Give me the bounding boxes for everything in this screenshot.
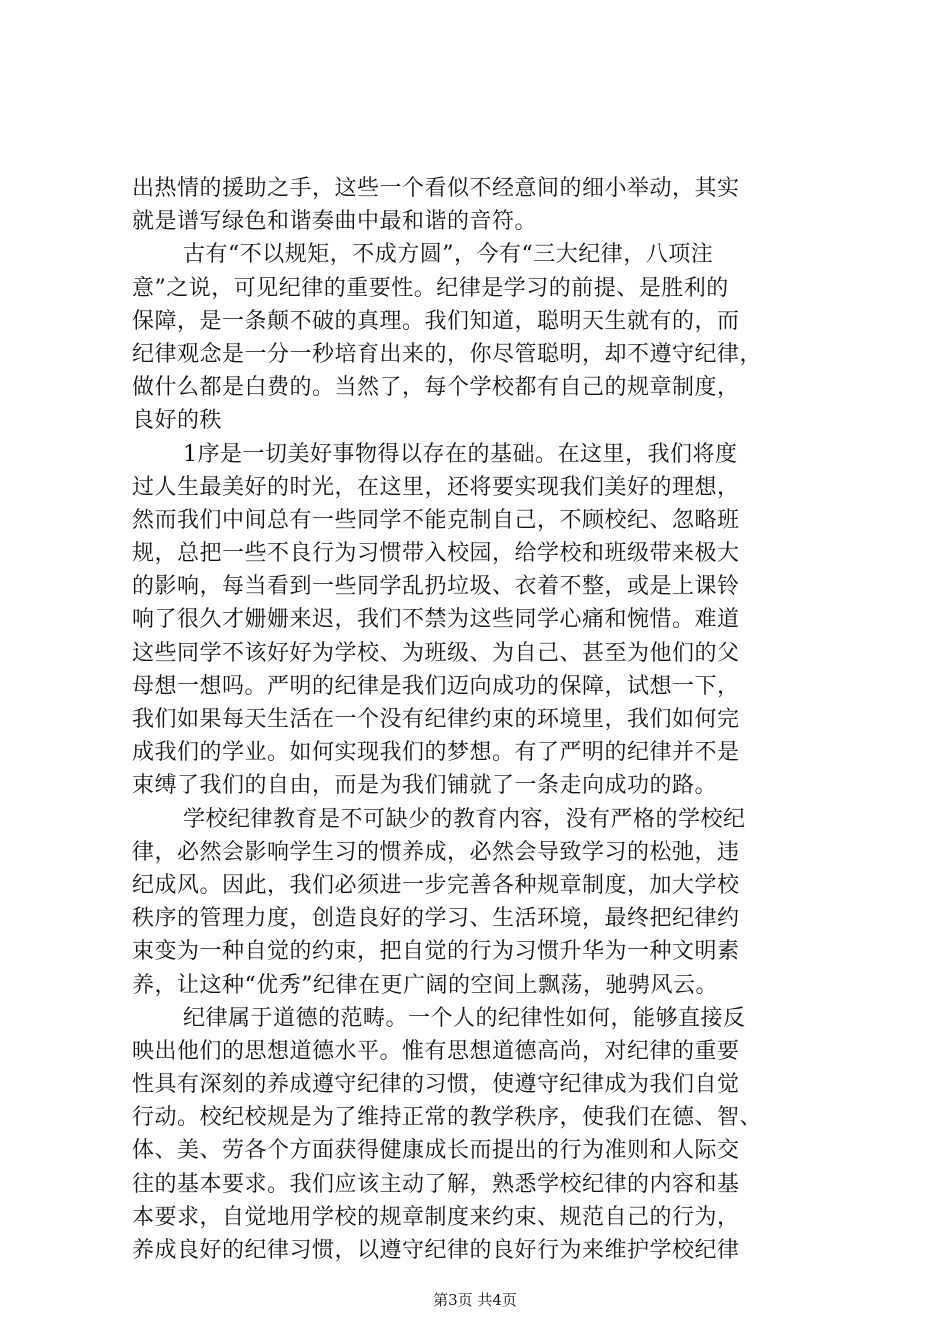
text-line: 往的基本要求。我们应该主动了解，熟悉学校纪律的内容和基 (132, 1171, 740, 1197)
text-line: 我们如果每天生活在一个没有纪律约束的环境里，我们如何完 (132, 707, 740, 732)
text-line: 映出他们的思想道德水平。惟有思想道德高尚，对纪律的重要 (132, 1038, 740, 1064)
paragraph (132, 1002, 832, 1268)
paragraph (132, 803, 832, 1002)
text-line: 束缚了我们的自由，而是为我们铺就了一条走向成功的路。 (132, 773, 718, 799)
text-line: 纪律属于道德的范畴。一个人的纪律性如何，能够直接反 (183, 1005, 746, 1031)
paragraph (132, 438, 832, 803)
text-line: 律，必然会影响学生习的惯养成，必然会导致学习的松弛，违 (132, 839, 740, 865)
text-line: 规，总把一些不良行为习惯带入校园，给学校和班级带来极大 (132, 541, 740, 567)
text-line: 响了很久才姗姗来迟，我们不禁为这些同学心痛和惋惜。难道 (132, 607, 740, 633)
text-line: 然而我们中间总有一些同学不能克制自己，不顾校纪、忽略班 (132, 507, 740, 533)
text-line: 良好的秩 (132, 408, 223, 434)
text-line: 束变为一种自觉的约束，把自觉的行为习惯升华为一种文明素 (132, 939, 740, 965)
text-line: 母想一想吗。严明的纪律是我们迈向成功的保障，试想一下， (132, 673, 740, 699)
page-footer: 第3页 共4页 (433, 1291, 517, 1309)
text-line: 意”之说，可见纪律的重要性。纪律是学习的前提、是胜利的 (132, 275, 729, 301)
text-line: 过人生最美好的时光，在这里，还将要实现我们美好的理想， (132, 474, 740, 500)
text-line: 保障，是一条颠不破的真理。我们知道，聪明天生就有的，而 (132, 308, 740, 334)
text-line: 养成良好的纪律习惯，以遵守纪律的良好行为来维护学校纪律 (132, 1238, 740, 1263)
text-line: 纪律观念是一分一秒培育出来的，你尽管聪明，却不遵守纪律， (132, 341, 763, 367)
text-line: 古有“不以规矩，不成方圆”，今有“三大纪律，八项注 (183, 242, 714, 268)
text-line: 就是谱写绿色和谐奏曲中最和谐的音符。 (132, 209, 538, 235)
text-line: 纪成风。因此，我们必须进一步完善各种规章制度，加大学校 (132, 872, 740, 898)
paragraph (132, 172, 832, 238)
document-body (132, 172, 832, 1267)
text-line: 这些同学不该好好为学校、为班级、为自己、甚至为他们的父 (132, 640, 740, 666)
text-line: 学校纪律教育是不可缺少的教育内容，没有严格的学校纪 (183, 806, 746, 832)
text-line: 行动。校纪校规是为了维持正常的教学秩序，使我们在德、智、 (132, 1105, 763, 1131)
text-line: 做什么都是白费的。当然了，每个学校都有自己的规章制度， (132, 375, 740, 401)
text-line: 1序是一切美好事物得以存在的基础。在这里，我们将度 (183, 441, 738, 467)
text-line: 秩序的管理力度，创造良好的学习、生活环境，最终把纪律约 (132, 906, 740, 932)
text-line: 本要求，自觉地用学校的规章制度来约束、规范自己的行为， (132, 1204, 740, 1230)
paragraph (132, 238, 832, 437)
text-line: 出热情的援助之手，这些一个看似不经意间的细小举动，其实 (132, 176, 740, 201)
text-line: 养，让这种“优秀”纪律在更广阔的空间上飘荡，驰骋风云。 (132, 972, 718, 998)
text-line: 体、美、劳各个方面获得健康成长而提出的行为准则和人际交 (132, 1138, 740, 1164)
text-line: 的影响，每当看到一些同学乱扔垃圾、衣着不整，或是上课铃 (132, 574, 740, 600)
text-line: 性具有深刻的养成遵守纪律的习惯，使遵守纪律成为我们自觉 (132, 1072, 740, 1098)
text-line: 成我们的学业。如何实现我们的梦想。有了严明的纪律并不是 (132, 740, 740, 766)
